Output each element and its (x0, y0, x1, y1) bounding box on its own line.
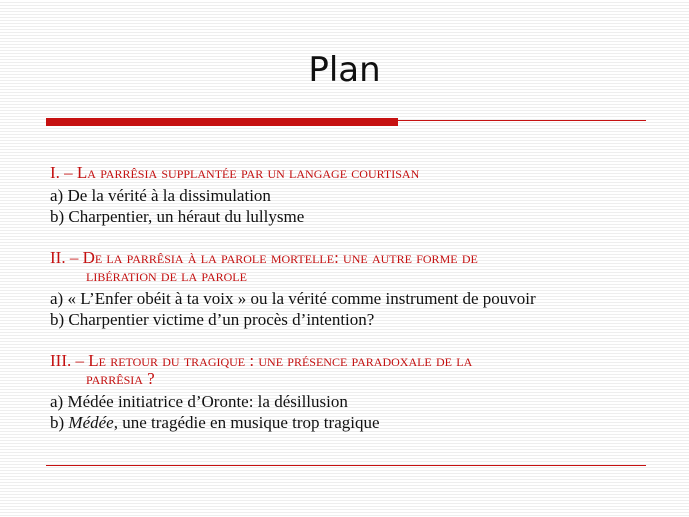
section-3-item-b-italic-title: Médée (68, 413, 114, 432)
section-3-item-b-prefix: b) (50, 413, 69, 432)
section-3-heading (50, 352, 640, 388)
section-2-heading (50, 249, 640, 285)
section-3-heading-line-1: III. – Le retour du tragique : une présence paradoxale de la (50, 351, 473, 370)
section-1-heading (50, 164, 640, 182)
section-3-heading-line-2: parrêsia ? (86, 369, 155, 388)
top-divider-line (398, 120, 646, 121)
section-3-item-a: a) Médée initiatrice d’Oronte: la désillusion (50, 392, 348, 411)
red-accent-bar (46, 118, 398, 126)
plan-content (50, 158, 640, 433)
section-3-item-b-rest: , une tragédie en musique trop tragique (113, 413, 380, 432)
section-2-heading-line-2: libération de la parole (86, 266, 247, 285)
section-2-item-a: a) « L’Enfer obéit à ta voix » ou la vérité comme instrument de pouvoir (50, 289, 536, 308)
section-3-item-b (50, 412, 640, 433)
section-1-heading-text: I. – La parrêsia supplantée par un langage courtisan (50, 163, 420, 182)
bottom-divider-line (46, 465, 646, 466)
slide-title: Plan (308, 50, 381, 90)
section-1-item-a: a) De la vérité à la dissimulation (50, 186, 271, 205)
section-1-item-b: b) Charpentier, un héraut du lullysme (50, 207, 305, 226)
section-2-item-b: b) Charpentier victime d’un procès d’intention? (50, 310, 375, 329)
section-2-heading-line-1: II. – De la parrêsia à la parole mortelle: une autre forme de (50, 248, 478, 267)
